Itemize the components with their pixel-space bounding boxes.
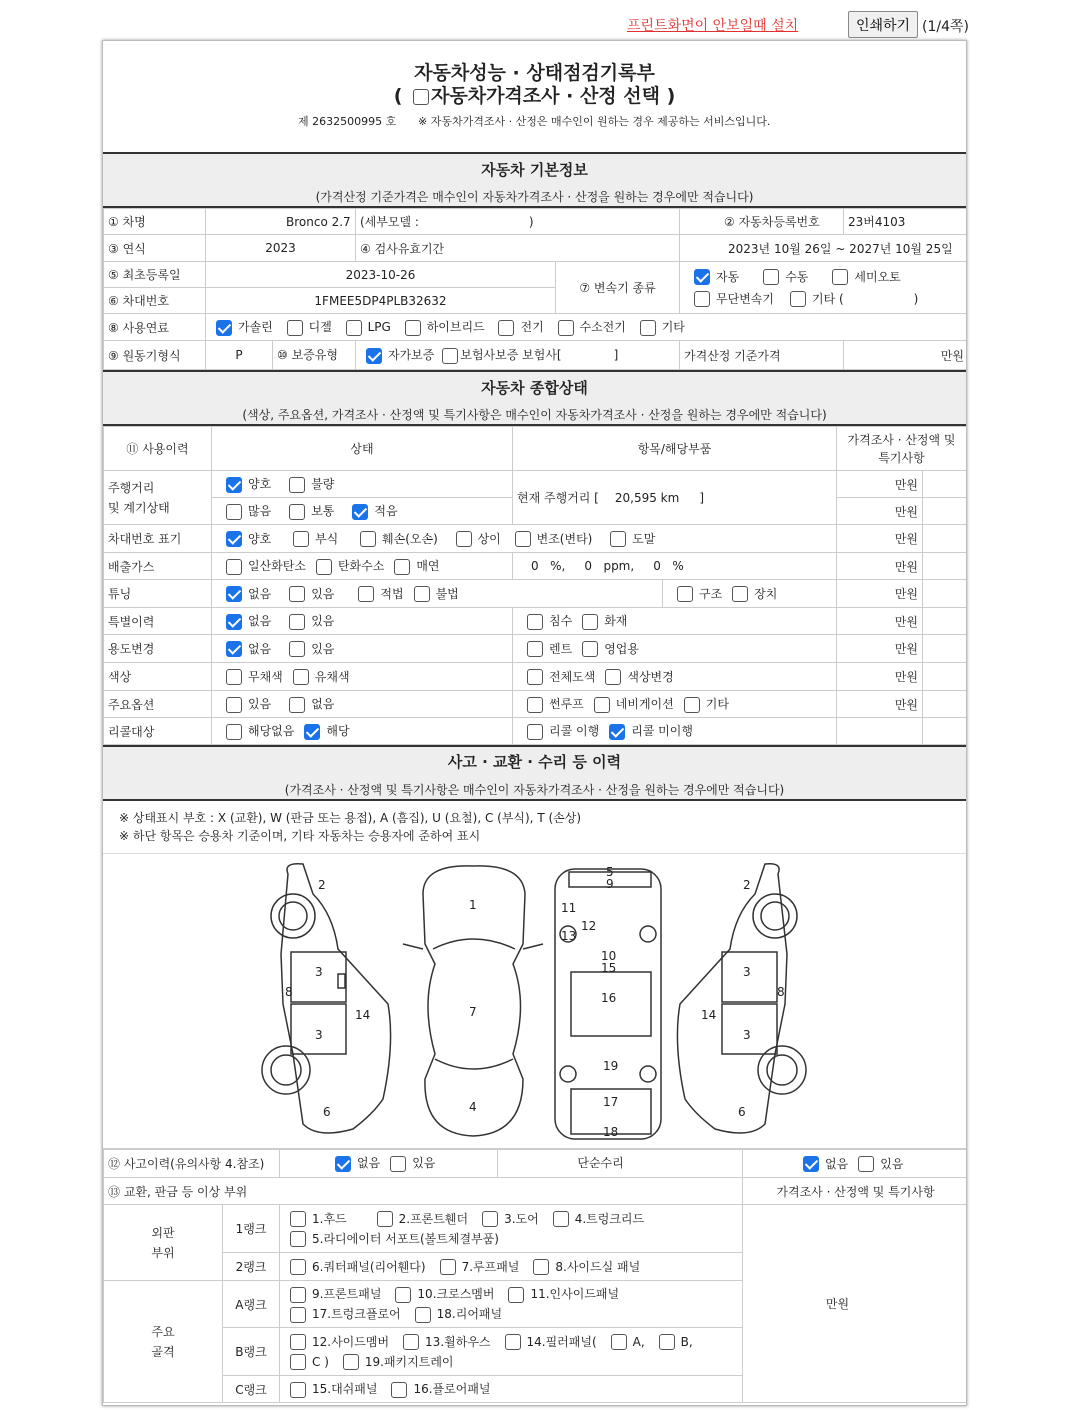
car-name: Bronco 2.7 [206, 209, 356, 235]
accident-section [103, 745, 966, 801]
col-items: 항목/해당부품 [513, 427, 837, 471]
part-pillar-checkbox[interactable] [505, 1334, 521, 1350]
diagram-label: 8 [285, 985, 293, 999]
fuel-hydrogen-checkbox[interactable] [558, 320, 574, 336]
fuel-options: 가솔린 디젤 LPG 하이브리드 전기 수소전기 기타 [206, 314, 968, 341]
business-checkbox[interactable] [582, 641, 598, 657]
frame-label-1: 주요 [151, 1324, 175, 1339]
mileage-many-checkbox[interactable] [226, 504, 242, 520]
price-basis-label: 가격산정 기준가격 [680, 341, 844, 370]
diagram-label: 14 [701, 1008, 717, 1022]
fuel-hybrid-checkbox[interactable] [405, 320, 421, 336]
simple-exist-checkbox[interactable] [858, 1156, 874, 1172]
recall-label: 리콜대상 [104, 718, 212, 745]
diagram-label: 2 [743, 878, 751, 892]
recall-na-checkbox[interactable] [226, 724, 242, 740]
section-subtitle: (가격조사 · 산정액 및 특기사항은 매수인이 자동차가격조사 · 산정을 원하는 경우에만 적습니다) [284, 783, 785, 797]
basic-info-table: ① 차명 Bronco 2.7 (세부모델 : ) ② 자동차등록번호 23버4103 ③ 연식 2023 ④ 검사유효기간 2023년 10월 26일 ~ 2027년 10월 25일 ⑤ 최초등록일 2023-10-26 ⑦ 변속기 종류 자동 수동 세미오토 무단변속기 기타 ( ) ⑥ 차대번호 1FMEE5DP4PLB32632 ⑧ 사용연료 가솔린 디젤 LPG 하이브리드 전기 수소전기 기타 ⑨ 원동기형식 P ⑩ 보증유형 자가보증 보험사보증 보험사[ ] 가격산정 기준가격 만원 [103, 208, 967, 370]
vin-altered-checkbox[interactable] [515, 531, 531, 547]
install-link[interactable]: 프린트화면이 안보일때 설치 [627, 18, 799, 34]
motor-label: ⑨ 원동기형식 [104, 341, 206, 370]
diagram-label: 12 [581, 919, 597, 933]
detail-model-label: (세부모델 : [360, 215, 419, 229]
left-rear-wheel [262, 1046, 310, 1094]
first-reg: 2023-10-26 [206, 262, 556, 288]
section-subtitle: (가격산정 기준가격은 매수인이 자동차가격조사 · 산정을 원하는 경우에만 적습니다) [315, 190, 754, 204]
part-rearpanel-checkbox[interactable] [415, 1307, 431, 1323]
accident-notes [103, 801, 966, 854]
diagram-label: 3 [743, 1028, 751, 1042]
vin-rust-checkbox[interactable] [293, 531, 309, 547]
price-unit: 만원 [837, 525, 923, 553]
diagram-label: 19 [603, 1059, 619, 1073]
price-basis-unit: 만원 [844, 341, 967, 370]
diagram-label: 10 [601, 949, 617, 963]
usage-none-checkbox[interactable] [226, 641, 242, 657]
status-code-note: ※ 상태표시 부호 : X (교환), W (판금 또는 용접), A (흠집), U (요철), C (부식), T (손상) [119, 811, 582, 825]
options-etc-checkbox[interactable] [684, 697, 700, 713]
vin-mark-label: 차대번호 표기 [104, 525, 212, 553]
diagram-label: 6 [738, 1105, 746, 1119]
vin: 1FMEE5DP4PLB32632 [206, 288, 556, 314]
section-title: 사고 · 교환 · 수리 등 이력 [447, 753, 622, 771]
diagram-label: 9 [606, 877, 614, 891]
tuning-struct-checkbox[interactable] [677, 586, 693, 602]
part-pillar-a-checkbox[interactable] [611, 1334, 627, 1350]
status-section [103, 370, 966, 426]
price-unit: 만원 [837, 471, 923, 498]
fuel-etc-checkbox[interactable] [640, 320, 656, 336]
simple-repair-label: 단순수리 [577, 1156, 624, 1170]
part-dashpanel-checkbox[interactable] [290, 1382, 306, 1398]
diagram-label: 2 [318, 878, 326, 892]
outer-label-2: 부위 [151, 1245, 175, 1260]
options-none-checkbox[interactable] [289, 697, 305, 713]
year-label: ③ 연식 [104, 235, 206, 262]
part-trunkfloor-checkbox[interactable] [290, 1307, 306, 1323]
part-wheelhouse-checkbox[interactable] [403, 1334, 419, 1350]
colorchange-checkbox[interactable] [605, 669, 621, 685]
sunroof-checkbox[interactable] [527, 697, 543, 713]
price-special-col: 가격조사 · 산정액 및 특기사항 [743, 1178, 968, 1205]
part-pillar-c-checkbox[interactable] [290, 1354, 306, 1370]
reg-no: 23버4103 [844, 209, 967, 235]
part-hood-checkbox[interactable] [290, 1211, 306, 1227]
part-quarter-checkbox[interactable] [290, 1259, 306, 1275]
trans-etc-checkbox[interactable] [790, 291, 806, 307]
diagram-label: 13 [561, 929, 577, 943]
part-packagetray-checkbox[interactable] [343, 1354, 359, 1370]
document-title: 자동차성능 · 상태점검기록부 [414, 62, 655, 84]
emission-values: 0 %, 0 ppm, 0 % [513, 553, 837, 580]
recall-done-checkbox[interactable] [527, 724, 543, 740]
emission-co-checkbox[interactable] [226, 559, 242, 575]
status-table: ⑪ 사용이력 상태 항목/해당부품 가격조사 · 산정액 및 특기사항 주행거리 및 계기상태 양호 불량 현재 주행거리 [ 20,595 km ] 만원 많음 보통 적음 만원 차대번호 표기 양호 부식 훼손(오손) 상이 변조(변타) 도말 만원 배출가스 일산화탄소 탄화수소 매연 0 %, 0 ppm, 0 % 만원 튜닝 없음 있음 적법 불법 구조 장치 만원 특별이력 없음 있음 침수 화재 만원 용도변경 없음 있음 렌트 영업용 만원 색상 무채색 유채색 전체도색 색상변경 만원 주요옵션 있음 없음 썬루프 네비게이션 기타 만원 리콜대상 해당없음 해당 리콜 이행 리콜 미이행 [103, 426, 967, 745]
document-header [103, 41, 966, 154]
price-unit: 만원 [837, 498, 923, 525]
diagram-label: 8 [777, 985, 785, 999]
service-note: ※ 자동차가격조사 · 산정은 매수인이 원하는 경우 제공하는 서비스입니다. [418, 115, 771, 128]
usage-exist-checkbox[interactable] [289, 641, 305, 657]
fullpaint-checkbox[interactable] [527, 669, 543, 685]
inspection-period-label: ④ 검사유효기간 [356, 235, 680, 262]
price-unit: 만원 [837, 608, 923, 635]
col-price-a: 가격조사 · 산정액 및 [847, 432, 956, 447]
trans-semi-checkbox[interactable] [832, 269, 848, 285]
fuel-ev-checkbox[interactable] [498, 320, 514, 336]
fuel-diesel-checkbox[interactable] [287, 320, 303, 336]
meter-bad-checkbox[interactable] [289, 477, 305, 493]
part-sidesill-checkbox[interactable] [533, 1259, 549, 1275]
part-radiator-checkbox[interactable] [290, 1231, 306, 1247]
rankC-label: C랭크 [223, 1376, 280, 1403]
trans-manual-checkbox[interactable] [763, 269, 779, 285]
emission-smoke-checkbox[interactable] [394, 559, 410, 575]
part-door-checkbox[interactable] [482, 1211, 498, 1227]
color-label: 색상 [104, 663, 212, 691]
car-diagram-svg [103, 854, 967, 1149]
warranty-label: ⑩ 보증유형 [272, 341, 338, 369]
diagram-label: 15 [601, 961, 617, 975]
accident-exist-checkbox[interactable] [390, 1156, 406, 1172]
price-unit: 만원 [837, 663, 923, 691]
accident-history-label: ⑫ 사고이력(유의사항 4.참조) [104, 1150, 280, 1178]
diagram-label: 16 [601, 991, 617, 1005]
chromatic-checkbox[interactable] [293, 669, 309, 685]
diagram-label: 3 [315, 1028, 323, 1042]
vin-diff-checkbox[interactable] [456, 531, 472, 547]
special-history-label: 특별이력 [104, 608, 212, 635]
trans-options: 자동 수동 세미오토 무단변속기 기타 ( ) [680, 262, 967, 314]
usage-change-label: 용도변경 [104, 635, 212, 663]
inspection-period: 2023년 10월 26일 ~ 2027년 10월 25일 [680, 235, 967, 262]
trans-auto-checkbox[interactable] [694, 269, 710, 285]
section-title: 자동차 기본정보 [481, 161, 588, 179]
price-unit: 만원 [837, 553, 923, 580]
fuel-lpg-checkbox[interactable] [346, 320, 362, 336]
part-fender-checkbox[interactable] [377, 1211, 393, 1227]
flood-checkbox[interactable] [527, 614, 543, 630]
accident-none-checkbox[interactable] [335, 1156, 351, 1172]
diagram-label: 3 [743, 965, 751, 979]
inspection-document [102, 40, 967, 1406]
col-price-b: 특기사항 [878, 450, 925, 465]
left-side-body [281, 864, 391, 1133]
trans-label: ⑦ 변속기 종류 [556, 262, 680, 314]
emission-hc-checkbox[interactable] [316, 559, 332, 575]
standard-note: ※ 하단 항목은 승용차 기준이며, 기타 자동차는 승용자에 준하여 표시 [119, 829, 481, 843]
warranty-self-checkbox[interactable] [366, 348, 382, 364]
navi-checkbox[interactable] [594, 697, 610, 713]
mileage-normal-checkbox[interactable] [289, 504, 305, 520]
price-unit: 만원 [825, 1297, 850, 1311]
price-unit: 만원 [837, 635, 923, 663]
rankB-label: B랭크 [223, 1328, 280, 1376]
fuel-label: ⑧ 사용연료 [104, 314, 206, 341]
vin-damage-checkbox[interactable] [360, 531, 376, 547]
mileage-prefix: 현재 주행거리 [ [517, 491, 599, 505]
fire-checkbox[interactable] [582, 614, 598, 630]
page-info: (1/4쪽) [922, 19, 969, 35]
warranty-ins-checkbox[interactable] [442, 348, 458, 364]
achromatic-checkbox[interactable] [226, 669, 242, 685]
abnormal-parts-label: ⑬ 교환, 판금 등 이상 부위 [104, 1178, 743, 1205]
emission-label: 배출가스 [104, 553, 212, 580]
year: 2023 [206, 235, 356, 262]
mileage-label-2: 및 계기상태 [108, 500, 170, 515]
right-front-wheel [753, 894, 797, 938]
document-number: 제 2632500995 호 [298, 115, 397, 128]
car-diagram [103, 854, 966, 1149]
col-usage-history: ⑪ 사용이력 [104, 427, 212, 471]
right-rear-wheel [758, 1046, 806, 1094]
left-front-wheel [271, 894, 315, 938]
document-subtitle: ( 자동차가격조사 · 산정 선택 ) [393, 85, 676, 107]
section-title: 자동차 종합상태 [481, 379, 588, 397]
meter-good-checkbox[interactable] [226, 477, 242, 493]
diagram-label: 7 [469, 1005, 477, 1019]
rankA-label: A랭크 [223, 1281, 280, 1328]
vin-label: ⑥ 차대번호 [104, 288, 206, 314]
right-side-body [677, 864, 787, 1133]
basic-info-section [103, 154, 966, 208]
special-none-checkbox[interactable] [226, 614, 242, 630]
part-crossmember-checkbox[interactable] [395, 1287, 411, 1303]
diagram-label: 4 [469, 1100, 477, 1114]
accident-table: ⑫ 사고이력(유의사항 4.참조) 없음 있음 단순수리 없음 있음 ⑬ 교환, 판금 등 이상 부위 가격조사 · 산정액 및 특기사항 외판 부위 1랭크 1.후드 2.프론트휀더 3.도어 4.트렁크리드 5.라디에이터 서포트(볼트체결부품) 만원 2랭크 6.쿼터패널(리어휀다) 7.루프패널 8.사이드실 패널 주요 골격 A랭크 9.프론트패널 10.크로스멤버 11.인사이드패널 17.트렁크플로어 18.리어패널 B랭크 12.사이드멤버 13.휠하우스 14.필러패널( A, B, C ) 19.패키지트레이 C랭크 15.대쉬패널 16.플로어패널 [103, 1149, 967, 1403]
diagram-label: 14 [355, 1008, 371, 1022]
rent-checkbox[interactable] [527, 641, 543, 657]
price-unit: 만원 [837, 691, 923, 718]
rank2-label: 2랭크 [223, 1253, 280, 1281]
tuning-none-checkbox[interactable] [226, 586, 242, 602]
special-exist-checkbox[interactable] [289, 614, 305, 630]
price-unit: 만원 [837, 580, 923, 608]
diagram-label: 11 [561, 901, 577, 915]
part-sidemember-checkbox[interactable] [290, 1334, 306, 1350]
car-name-label: ① 차명 [104, 209, 206, 235]
top-bar [0, 0, 1080, 40]
print-button[interactable]: 인쇄하기 [848, 11, 918, 38]
part-roof-checkbox[interactable] [440, 1259, 456, 1275]
rank1-label: 1랭크 [223, 1205, 280, 1253]
trans-cvt-checkbox[interactable] [694, 291, 710, 307]
part-trunklid-checkbox[interactable] [553, 1211, 569, 1227]
vin-good-checkbox[interactable] [226, 531, 242, 547]
mileage-few-checkbox[interactable] [352, 504, 368, 520]
diagram-label: 6 [323, 1105, 331, 1119]
recall-not-checkbox[interactable] [609, 724, 625, 740]
frame-label-2: 골격 [151, 1344, 175, 1359]
mileage-value: 20,595 km [614, 491, 680, 505]
tuning-exist-checkbox[interactable] [289, 586, 305, 602]
part-insidepanel-checkbox[interactable] [508, 1287, 524, 1303]
part-pillar-b-checkbox[interactable] [659, 1334, 675, 1350]
options-label: 주요옵션 [104, 691, 212, 718]
fuel-gasoline-checkbox[interactable] [216, 320, 232, 336]
outer-label-1: 외판 [151, 1225, 175, 1240]
section-subtitle: (색상, 주요옵션, 가격조사 · 산정액 및 특기사항은 매수인이 자동차가격조사 · 산정을 원하는 경우에만 적습니다) [242, 408, 827, 422]
tuning-device-checkbox[interactable] [732, 586, 748, 602]
diagram-label: 1 [469, 898, 477, 912]
diagram-label: 3 [315, 965, 323, 979]
tuning-legal-checkbox[interactable] [358, 586, 374, 602]
diagram-label: 5 [606, 865, 614, 879]
first-reg-label: ⑤ 최초등록일 [104, 262, 206, 288]
price-select-checkbox[interactable] [413, 89, 429, 105]
part-frontpanel-checkbox[interactable] [290, 1287, 306, 1303]
part-floorpanel-checkbox[interactable] [391, 1382, 407, 1398]
mileage-label-1: 주행거리 [108, 480, 155, 495]
simple-none-checkbox[interactable] [803, 1156, 819, 1172]
tuning-illegal-checkbox[interactable] [414, 586, 430, 602]
diagram-label: 17 [603, 1095, 619, 1109]
col-state: 상태 [212, 427, 513, 471]
vin-smear-checkbox[interactable] [610, 531, 626, 547]
reg-no-label: ② 자동차등록번호 [680, 209, 844, 235]
recall-yes-checkbox[interactable] [304, 724, 320, 740]
tuning-label: 튜닝 [104, 580, 212, 608]
options-has-checkbox[interactable] [226, 697, 242, 713]
diagram-label: 18 [603, 1125, 619, 1139]
motor-type: P [235, 348, 243, 362]
